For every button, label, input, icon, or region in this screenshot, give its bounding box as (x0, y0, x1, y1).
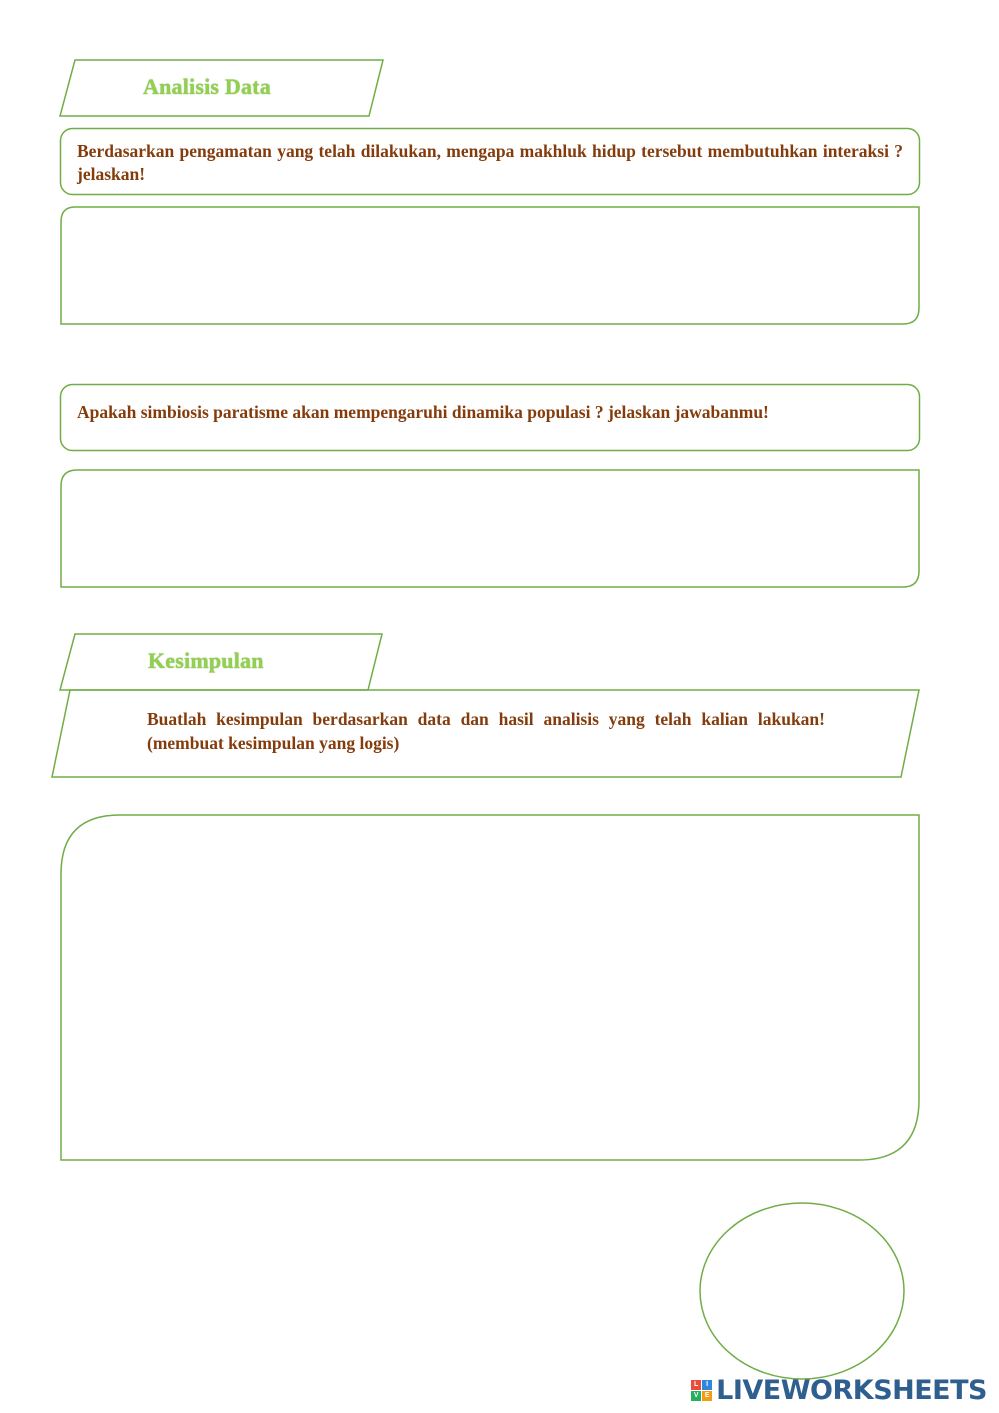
liveworksheets-logo (691, 1375, 987, 1405)
liveworksheets-wordmark: LIVEWORKSHEETS (716, 1374, 987, 1406)
logo-letter-i: I (702, 1380, 712, 1390)
score-area[interactable] (700, 1203, 904, 1379)
logo-letter-l: L (691, 1380, 701, 1390)
question-1-text: Berdasarkan pengamatan yang telah dilakukan, mengapa makhluk hidup tersebut membutuhkan interaksi ? jelaskan! (77, 141, 903, 184)
conclusion-title: Kesimpulan (148, 648, 264, 673)
conclusion-answer-field[interactable] (80, 830, 909, 1154)
logo-letter-e: E (702, 1391, 712, 1401)
analysis-title: Analisis Data (143, 74, 271, 99)
answer-2-field[interactable] (72, 478, 912, 582)
question-3-text: Buatlah kesimpulan berdasarkan data dan hasil analisis yang telah kalian lakukan! (membuat kesimpulan yang logis) (147, 709, 825, 753)
liveworksheets-icon (691, 1380, 712, 1401)
question-2-text: Apakah simbiosis paratisme akan mempengaruhi dinamika populasi ? jelaskan jawabanmu! (77, 402, 769, 422)
answer-1-field[interactable] (72, 215, 912, 319)
logo-letter-v: V (691, 1391, 701, 1401)
